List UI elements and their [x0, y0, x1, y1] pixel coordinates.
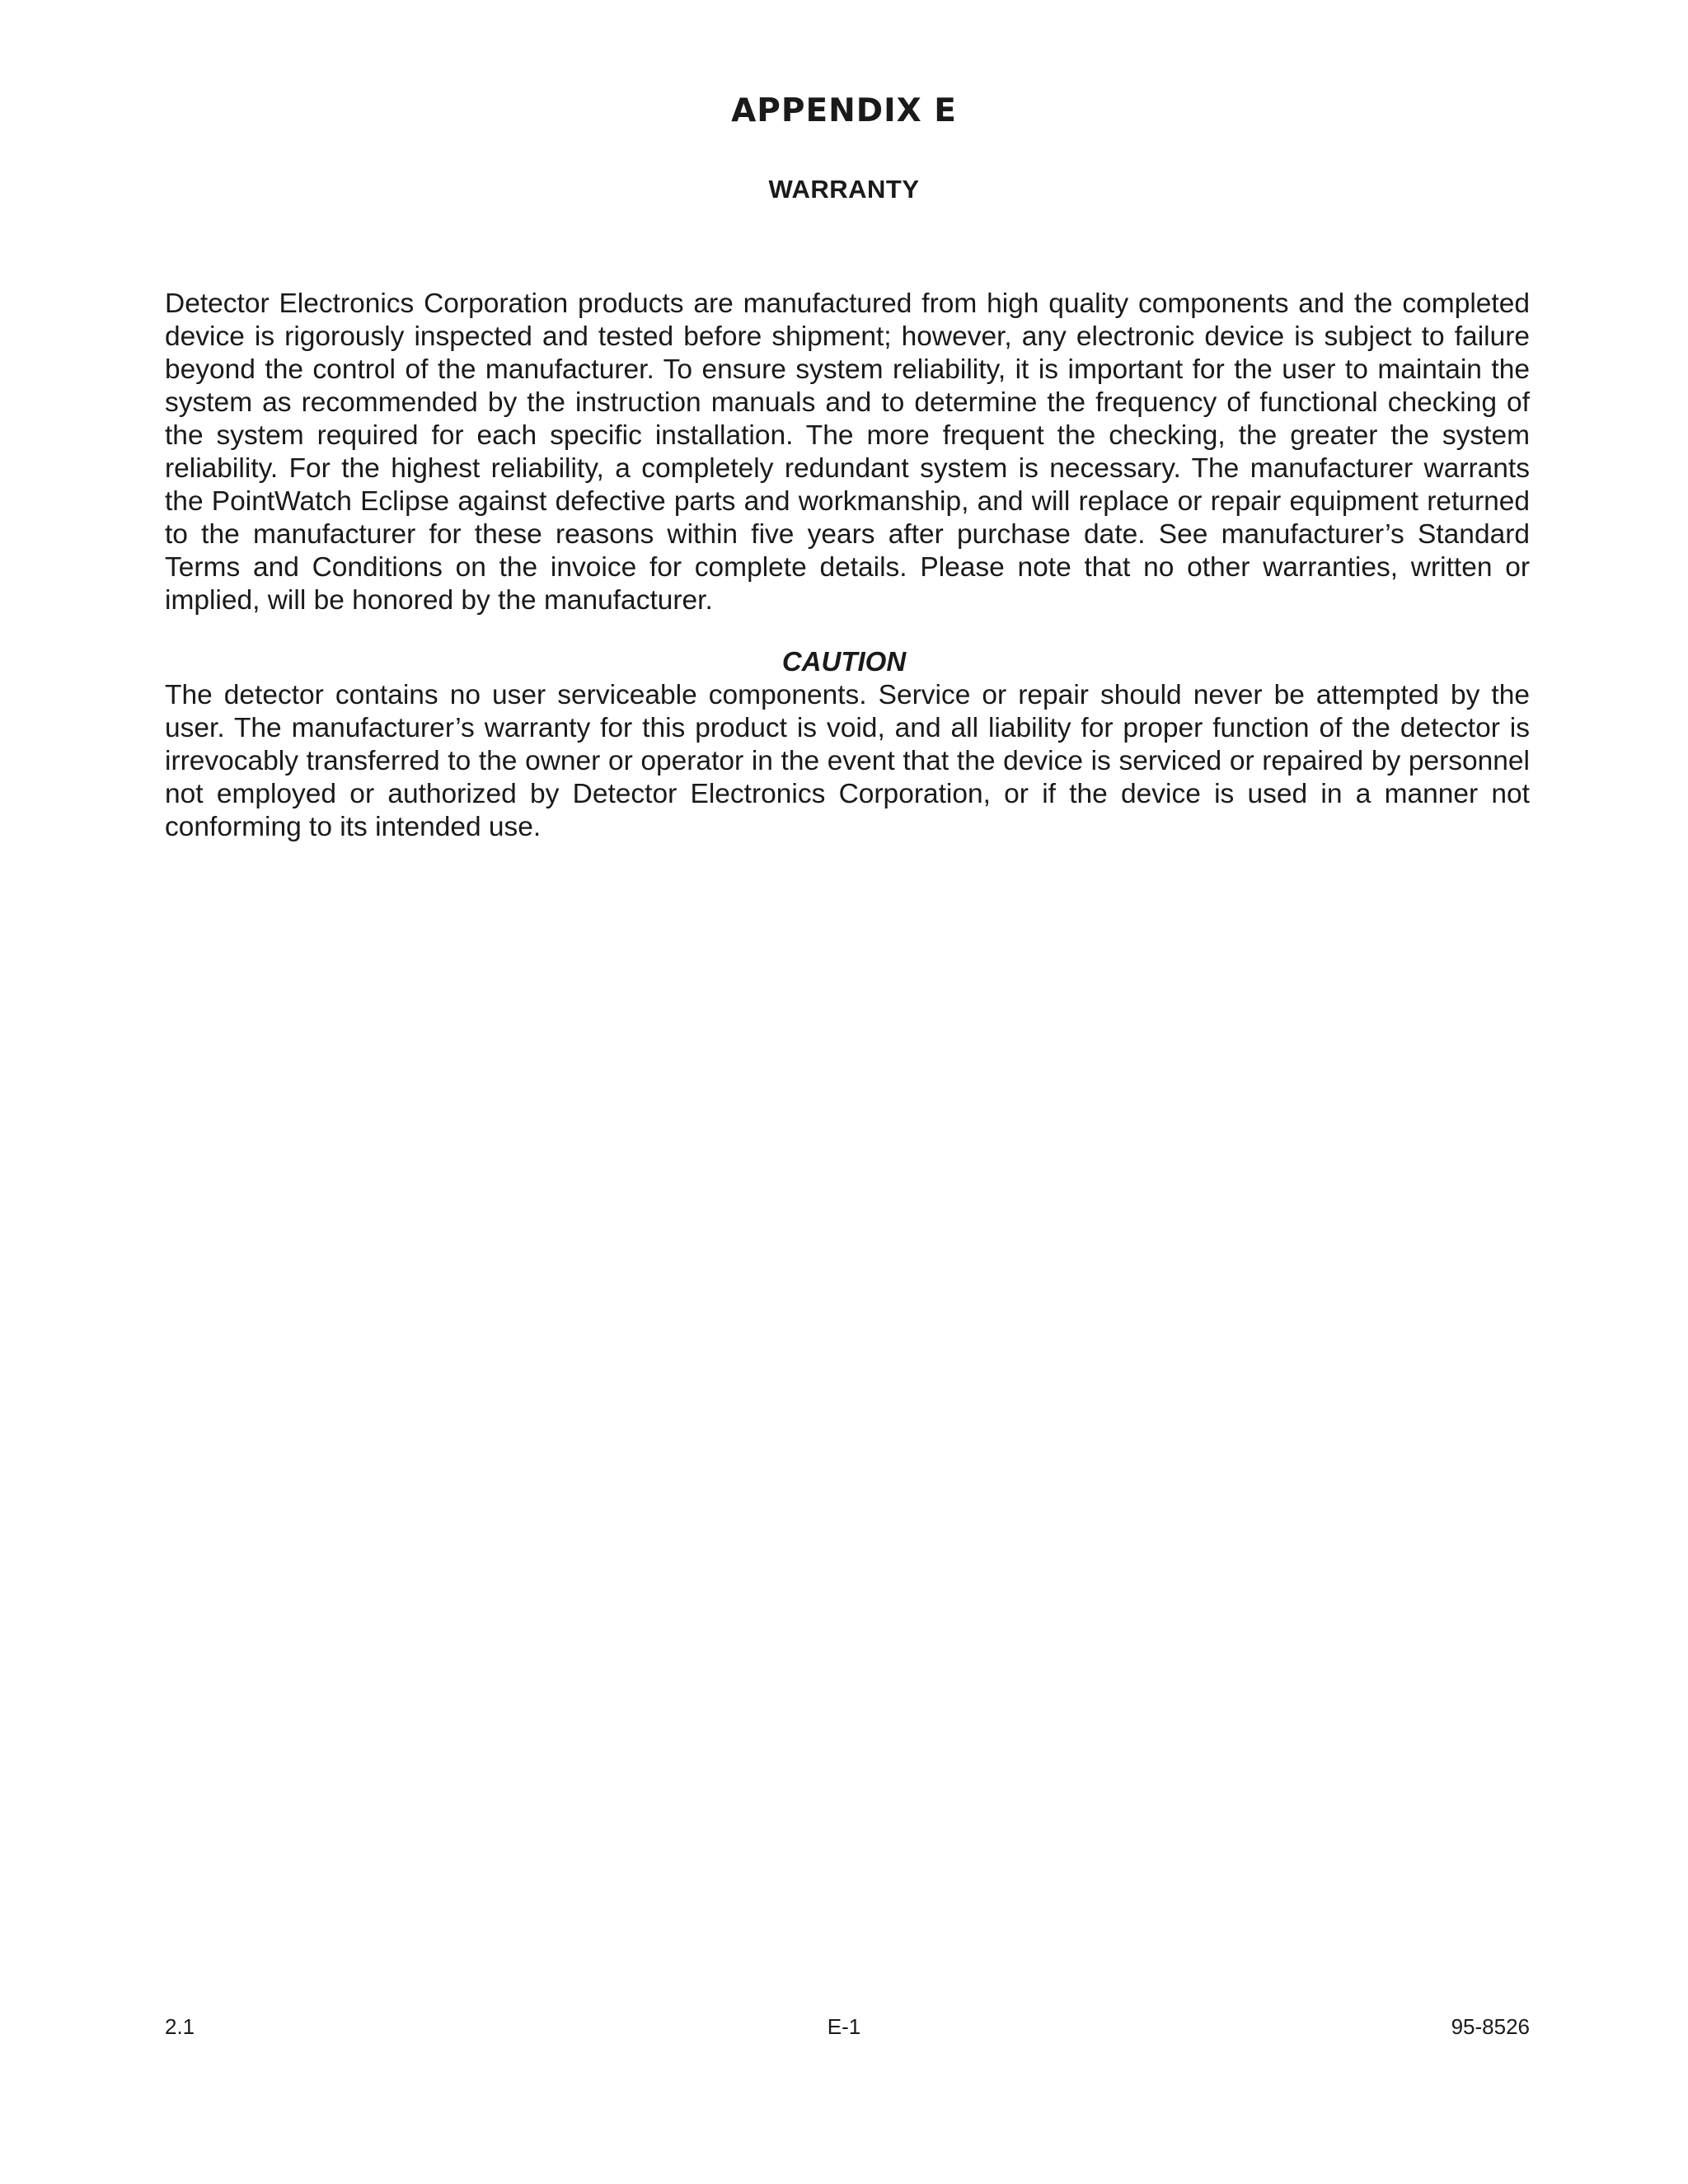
- footer-document-number: 95-8526: [1451, 2014, 1530, 2039]
- warranty-paragraph: Detector Electronics Corporation products are manufactured from high quality components and the completed device is rigorously inspected and tested before shipment; however, any electronic device is subject to failure beyond the control of the manufacturer. To ensure system reliability, it is important for the user to maintain the system as recommended by the instruction manuals and to determine the frequency of functional checking of the system required for each specific installation. The more frequent the checking, the greater the system reliability. For the highest reliability, a completely redundant system is necessary. The manufacturer warrants the PointWatch Eclipse against defective parts and workmanship, and will replace or repair equipment returned to the manufacturer for these reasons within five years after purchase date. See manufacturer’s Standard Terms and Conditions on the invoice for complete details. Please note that no other warranties, written or implied, will be honored by the manufacturer.: [165, 288, 1530, 616]
- footer-revision: 2.1: [165, 2014, 195, 2039]
- appendix-title: APPENDIX E: [731, 92, 957, 129]
- caution-paragraph: The detector contains no user serviceable components. Service or repair should never be attempted by the user. The manufacturer’s warranty for this product is void, and all liability for proper function of the detector is irrevocably transferred to the owner or operator in the event that the device is serviced or repaired by personnel not employed or authorized by Detector Electronics Corporation, or if the device is used in a manner not conforming to its intended use.: [165, 680, 1530, 842]
- caution-heading: CAUTION: [781, 646, 907, 677]
- section-title: WARRANTY: [768, 175, 920, 204]
- footer-page-number: E-1: [827, 2014, 861, 2039]
